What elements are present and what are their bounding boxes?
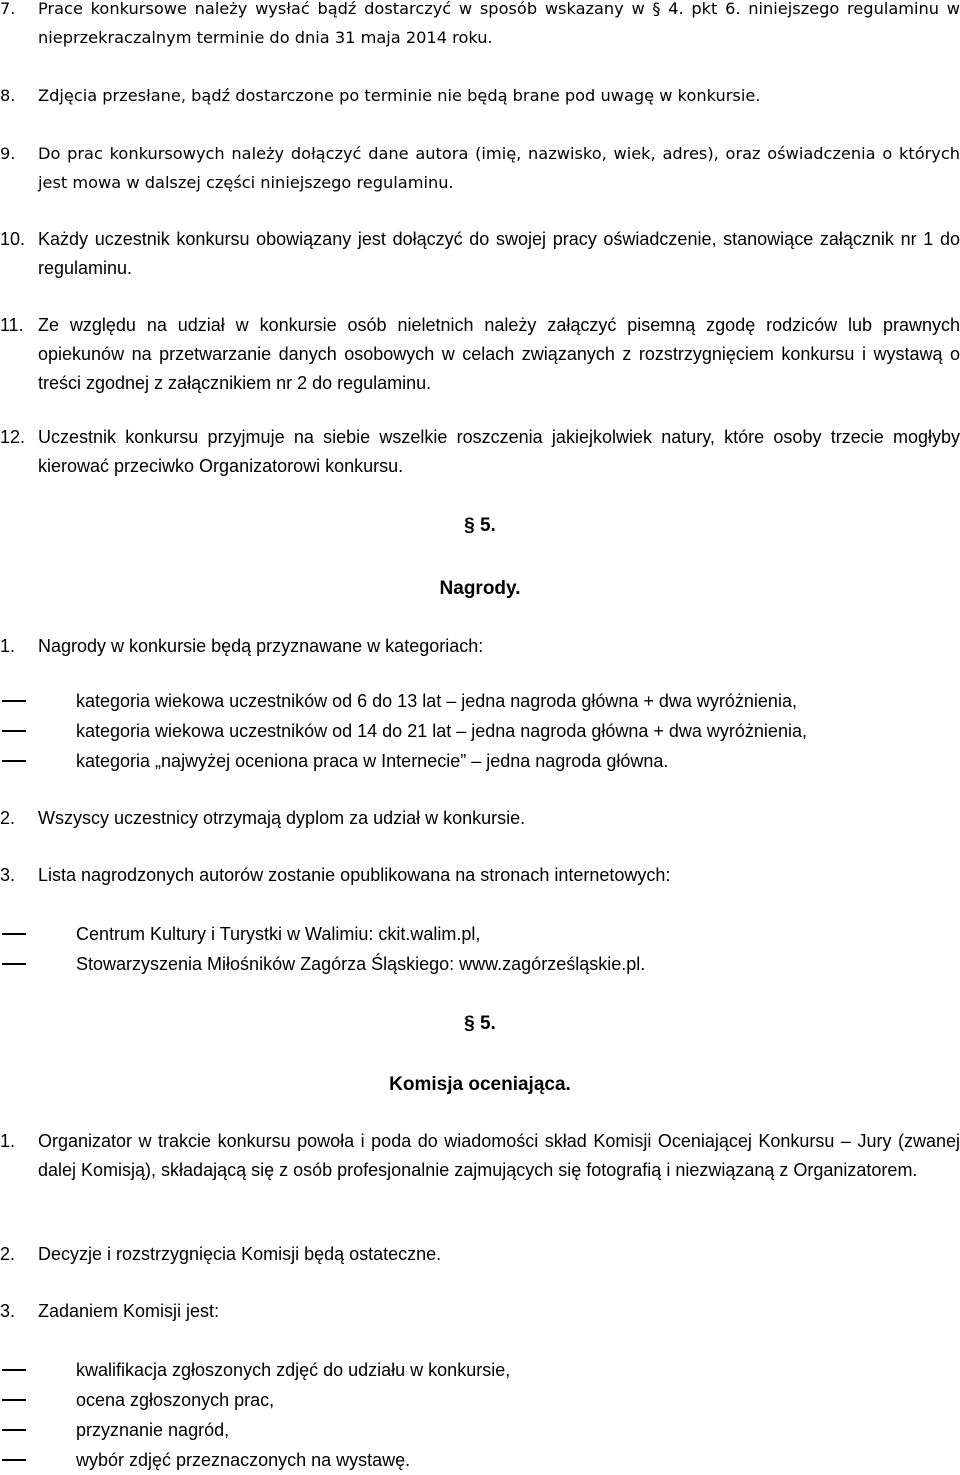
item-number: 1. [0, 636, 16, 656]
item-number: 9. [0, 144, 16, 163]
item-8 [0, 81, 960, 110]
item-number: 12. [0, 427, 26, 447]
item-11 [0, 311, 960, 398]
item-text: Zadaniem Komisji jest: [38, 1301, 220, 1321]
dash-bullet [2, 760, 26, 762]
list-item: Centrum Kultury i Turystki w Walimiu: ckit.walim.pl, [0, 919, 960, 949]
item-number: 3. [0, 1301, 16, 1321]
komisja-item-3 [0, 1297, 960, 1326]
list-item: przyznanie nagród, [0, 1415, 960, 1445]
item-10 [0, 225, 960, 283]
dash-bullet [2, 1399, 26, 1401]
list-item: kategoria „najwyżej oceniona praca w Internecie” – jedna nagroda główna. [0, 746, 960, 776]
item-number: 11. [0, 315, 24, 335]
item-number: 10. [0, 229, 26, 249]
nagrody-item-1 [0, 632, 960, 661]
section-paragraph-mark: § 5. [464, 515, 496, 536]
item-number: 8. [0, 86, 16, 105]
list-item: kwalifikacja zgłoszonych zdjęć do udziału w konkursie, [0, 1355, 960, 1385]
komisja-item-1 [0, 1127, 960, 1185]
item-7 [0, 0, 960, 52]
nagrody-categories-list [0, 686, 960, 776]
section-paragraph-mark: § 5. [464, 1013, 496, 1034]
item-text: Ze względu na udział w konkursie osób nieletnich należy załączyć pisemną zgodę rodziców lub prawnych opiekunów na przetwarzanie danych osobowych w celach związanych z rozstrzygnięciem konkursu i wystawą o treści zgodnej z załącznikiem nr 2 do regulaminu. [38, 315, 960, 393]
dash-bullet [2, 730, 26, 732]
dash-bullet [2, 1369, 26, 1371]
nagrody-item-2 [0, 804, 960, 833]
dash-bullet [2, 1429, 26, 1431]
list-item: ocena zgłoszonych prac, [0, 1385, 960, 1415]
item-text: Nagrody w konkursie będą przyznawane w kategoriach: [38, 636, 484, 656]
list-item: kategoria wiekowa uczestników od 6 do 13 lat – jedna nagroda główna + dwa wyróżnienia, [0, 686, 960, 716]
item-text: Wszyscy uczestnicy otrzymają dyplom za udział w konkursie. [38, 808, 526, 828]
item-text: Każdy uczestnik konkursu obowiązany jest dołączyć do swojej pracy oświadczenie, stanowiące załącznik nr 1 do regulaminu. [38, 229, 960, 278]
komisja-tasks-list [0, 1355, 960, 1475]
list-item: kategoria wiekowa uczestników od 14 do 21 lat – jedna nagroda główna + dwa wyróżnienia, [0, 716, 960, 746]
item-text: Do prac konkursowych należy dołączyć dane autora (imię, nazwisko, wiek, adres), oraz oświadczenia o których jest mowa w dalszej części niniejszego regulaminu. [38, 144, 960, 192]
list-item: wybór zdjęć przeznaczonych na wystawę. [0, 1445, 960, 1475]
section-title-nagrody: Nagrody. [439, 578, 521, 599]
item-text: Zdjęcia przesłane, bądź dostarczone po terminie nie będą brane pod uwagę w konkursie. [38, 86, 761, 105]
item-text: Prace konkursowe należy wysłać bądź dostarczyć w sposób wskazany w § 4. pkt 6. niniejszego regulaminu w nieprzekraczalnym terminie do dnia 31 maja 2014 roku. [38, 0, 960, 47]
item-12 [0, 423, 960, 481]
komisja-item-2 [0, 1240, 960, 1269]
item-number: 2. [0, 1244, 16, 1264]
dash-bullet [2, 1459, 26, 1461]
dash-bullet [2, 700, 26, 702]
item-number: 2. [0, 808, 16, 828]
item-text: Uczestnik konkursu przyjmuje na siebie wszelkie roszczenia jakiejkolwiek natury, które osoby trzecie mogłyby kierować przeciwko Organizatorowi konkursu. [38, 427, 960, 476]
dash-bullet [2, 963, 26, 965]
item-text: Lista nagrodzonych autorów zostanie opublikowana na stronach internetowych: [38, 865, 671, 885]
item-text: Decyzje i rozstrzygnięcia Komisji będą ostateczne. [38, 1244, 442, 1264]
dash-bullet [2, 933, 26, 935]
websites-list [0, 919, 960, 979]
nagrody-item-3 [0, 861, 960, 890]
item-number: 3. [0, 865, 16, 885]
item-9 [0, 139, 960, 197]
section-title-komisja: Komisja oceniająca. [389, 1074, 571, 1095]
item-text: Organizator w trakcie konkursu powoła i poda do wiadomości skład Komisji Oceniającej Konkursu – Jury (zwanej dalej Komisją), składającą się z osób profesjonalnie zajmujących się fotografią i niezwiązaną z Organizatorem. [38, 1131, 960, 1180]
item-number: 7. [0, 0, 16, 18]
item-number: 1. [0, 1131, 16, 1151]
list-item: Stowarzyszenia Miłośników Zagórza Śląskiego: www.zagórześląskie.pl. [0, 949, 960, 979]
